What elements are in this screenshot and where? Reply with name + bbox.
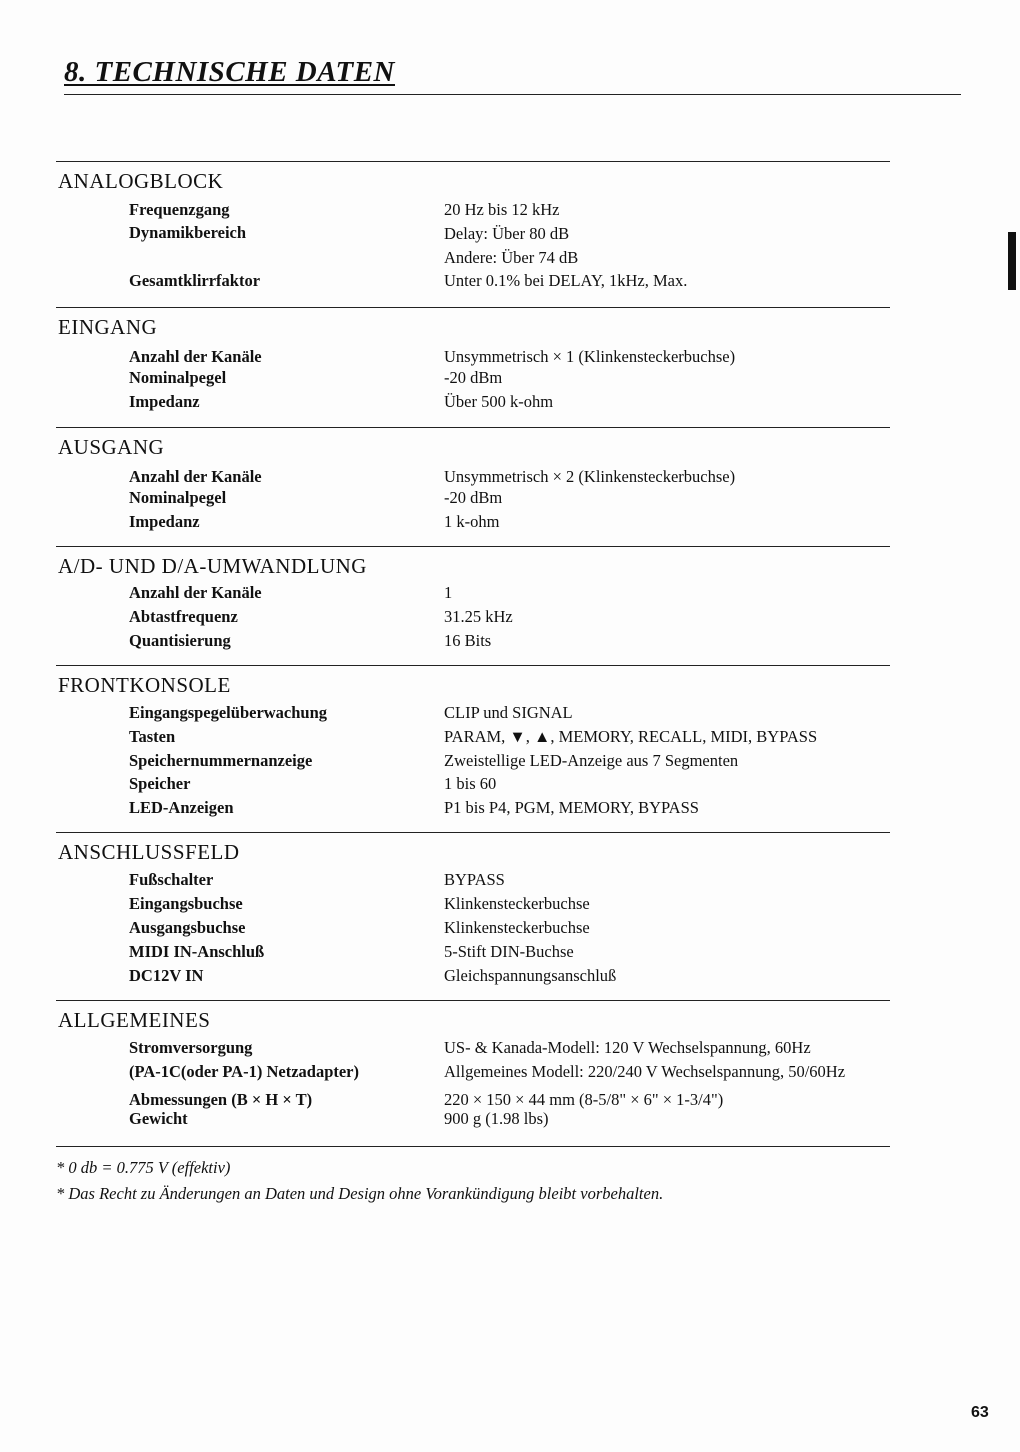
spec-value: Allgemeines Modell: 220/240 V Wechselspannung, 50/60Hz (444, 1062, 846, 1081)
spec-label: Eingangspegelüberwachung (129, 703, 328, 722)
spec-value: PARAM, ▼, ▲, MEMORY, RECALL, MIDI, BYPASS (444, 727, 818, 746)
spec-label: Anzahl der Kanäle (129, 583, 262, 602)
spec-label: Eingangsbuchse (129, 894, 243, 913)
section-title: ALLGEMEINES (58, 1008, 211, 1032)
section-rule (56, 665, 890, 666)
spec-value: P1 bis P4, PGM, MEMORY, BYPASS (444, 798, 699, 817)
spec-value: 1 bis 60 (444, 774, 497, 793)
spec-value: Zweistellige LED-Anzeige aus 7 Segmenten (444, 751, 739, 770)
spec-value: -20 dBm (444, 488, 503, 507)
section-rule (56, 1000, 890, 1001)
section-rule (56, 427, 890, 428)
spec-label: Impedanz (129, 392, 200, 411)
spec-label: Quantisierung (129, 631, 231, 650)
section-rule (56, 546, 890, 547)
section-title: ANALOGBLOCK (58, 169, 224, 193)
spec-value: 31.25 kHz (444, 607, 513, 626)
spec-label: Tasten (129, 727, 176, 746)
section-title: FRONTKONSOLE (58, 673, 231, 697)
spec-value: Gleichspannungsanschluß (444, 966, 617, 985)
spec-label: Nominalpegel (129, 488, 227, 507)
footnote-db-reference: * 0 db = 0.775 V (effektiv) (56, 1158, 231, 1177)
spec-value: Klinkensteckerbuchse (444, 918, 590, 937)
spec-label: Dynamikbereich (129, 223, 247, 242)
spec-label: Speicher (129, 774, 191, 793)
spec-label: Impedanz (129, 512, 200, 531)
section-rule (56, 161, 890, 162)
spec-value: Klinkensteckerbuchse (444, 894, 590, 913)
spec-value: 5-Stift DIN-Buchse (444, 942, 574, 961)
section-rule (56, 307, 890, 308)
spec-label: Stromversorgung (129, 1038, 253, 1057)
section-title: ANSCHLUSSFELD (58, 840, 240, 864)
section-rule (56, 832, 890, 833)
spec-label: Nominalpegel (129, 368, 227, 387)
spec-label: Fußschalter (129, 870, 214, 889)
spec-value: 1 k-ohm (444, 512, 500, 531)
page-title: 8. TECHNISCHE DATEN (64, 56, 395, 88)
spec-value: 20 Hz bis 12 kHz (444, 200, 560, 219)
spec-value: -20 dBm (444, 368, 503, 387)
spec-label: (PA-1C(oder PA-1) Netzadapter) (129, 1062, 360, 1081)
spec-label: Gewicht (129, 1109, 188, 1128)
spec-label: LED-Anzeigen (129, 798, 234, 817)
spec-value: Über 500 k-ohm (444, 392, 554, 411)
page-number: 63 (971, 1404, 989, 1421)
spec-label: Abmessungen (B × H × T) (129, 1090, 313, 1109)
spec-value: 900 g (1.98 lbs) (444, 1109, 549, 1128)
spec-label: Speichernummernanzeige (129, 751, 313, 770)
spec-value: CLIP und SIGNAL (444, 703, 573, 722)
title-rule (64, 94, 961, 95)
spec-label: Anzahl der Kanäle (129, 467, 262, 486)
spec-value: Unter 0.1% bei DELAY, 1kHz, Max. (444, 271, 688, 290)
spec-label: Frequenzgang (129, 200, 230, 219)
spec-label: MIDI IN-Anschluß (129, 942, 265, 961)
side-tab-marker (1008, 232, 1016, 290)
table-end-rule (56, 1146, 890, 1147)
spec-value: Delay: Über 80 dB Andere: Über 74 dB (444, 224, 579, 267)
spec-value: Unsymmetrisch × 1 (Klinkensteckerbuchse) (444, 347, 736, 366)
section-title: AUSGANG (58, 435, 165, 459)
spec-label: Abtastfrequenz (129, 607, 238, 626)
spec-label: Ausgangsbuchse (129, 918, 246, 937)
footnote-disclaimer: * Das Recht zu Änderungen an Daten und Design ohne Vorankündigung bleibt vorbehalten. (56, 1184, 664, 1203)
spec-label: DC12V IN (129, 966, 204, 985)
spec-value: US- & Kanada-Modell: 120 V Wechselspannung, 60Hz (444, 1038, 811, 1057)
spec-value: 220 × 150 × 44 mm (8-5/8" × 6" × 1-3/4") (444, 1090, 724, 1109)
spec-label: Gesamtklirrfaktor (129, 271, 261, 290)
spec-value: Unsymmetrisch × 2 (Klinkensteckerbuchse) (444, 467, 736, 486)
spec-value: 1 (444, 583, 453, 602)
spec-value: 16 Bits (444, 631, 492, 650)
spec-label: Anzahl der Kanäle (129, 347, 262, 366)
section-title: EINGANG (58, 315, 158, 339)
spec-value: BYPASS (444, 870, 505, 889)
section-title: A/D- UND D/A-UMWANDLUNG (58, 554, 367, 578)
